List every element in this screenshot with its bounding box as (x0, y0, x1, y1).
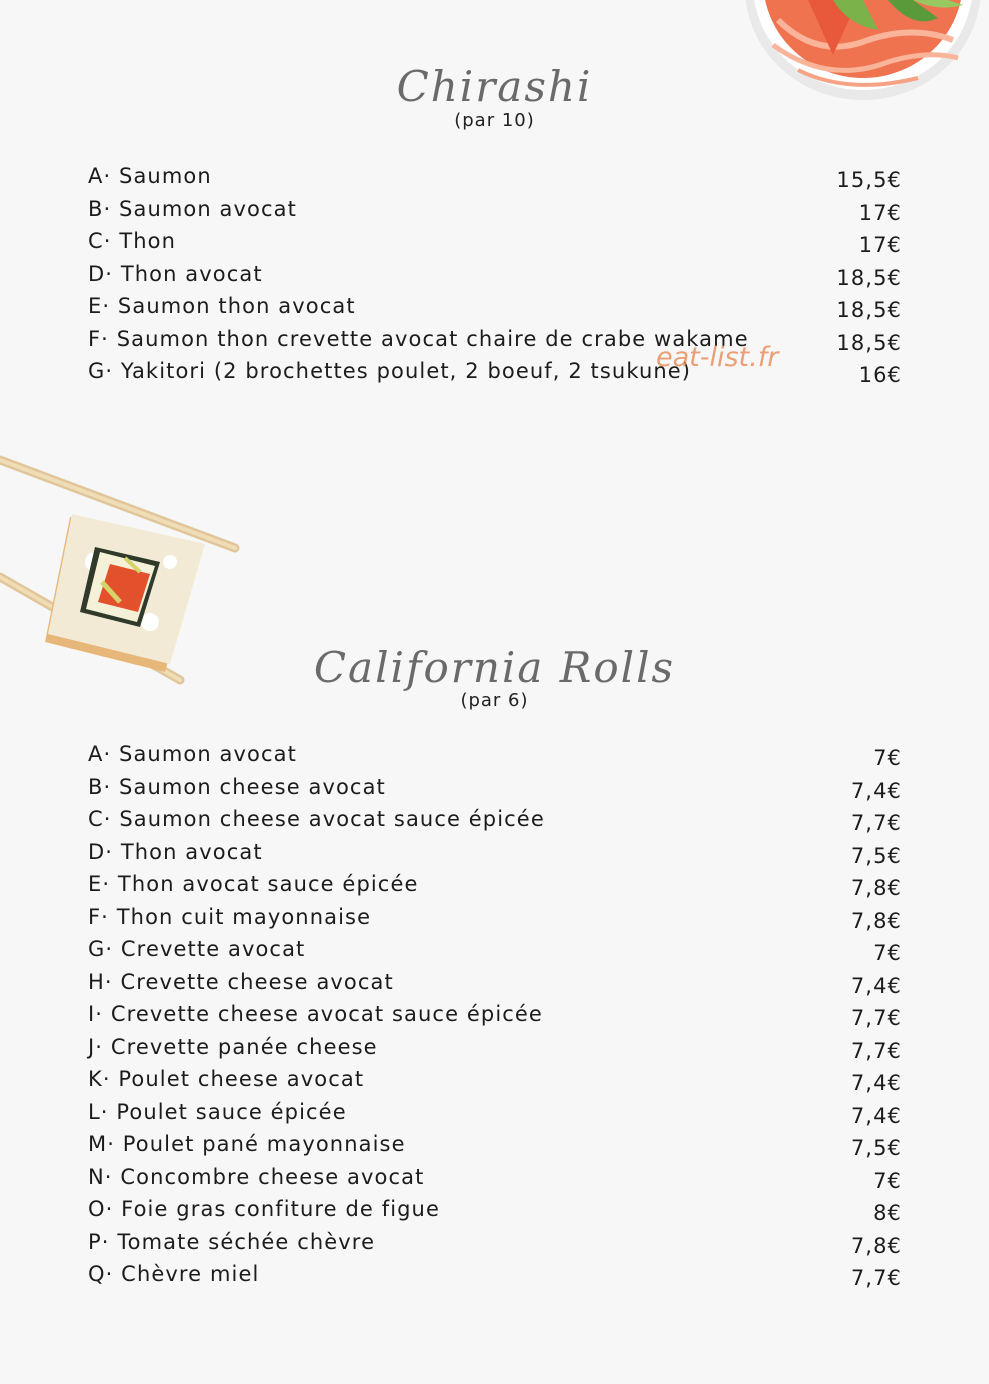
menu-item-price: 7,4€ (850, 1103, 902, 1128)
menu-item-name: E· Saumon thon avocat (88, 294, 356, 318)
menu-item-name: L· Poulet sauce épicée (88, 1099, 347, 1124)
menu-item-price: 18,5€ (836, 298, 902, 322)
menu-item-price: 18,5€ (836, 330, 902, 355)
menu-item-price: 7,8€ (850, 876, 902, 900)
menu-item-name: H· Crevette cheese avocat (88, 969, 394, 994)
menu-item-price: 17€ (858, 233, 902, 257)
menu-item-name: D· Thon avocat (88, 839, 263, 864)
menu-item-price: 7,8€ (850, 908, 902, 933)
menu-item-price: 16€ (858, 363, 902, 387)
menu-item-name: I· Crevette cheese avocat sauce épicée (88, 1002, 543, 1026)
menu-item-name: B· Saumon avocat (88, 196, 297, 221)
menu-item-name: O· Foie gras confiture de figue (88, 1197, 440, 1221)
menu-item-price: 7,4€ (850, 778, 902, 803)
menu-item-name: F· Thon cuit mayonnaise (88, 904, 372, 929)
menu-item-price: 7,4€ (850, 1071, 902, 1095)
menu-item-price: 7€ (873, 1168, 902, 1193)
menu-item-name: G· Yakitori (2 brochettes poulet, 2 boeuf, 2 tsukune) (88, 359, 692, 383)
menu-item-price: 7,7€ (850, 1038, 902, 1063)
menu-item-name: Q· Chèvre miel (88, 1262, 260, 1286)
menu-item (88, 196, 902, 240)
menu-item-name: B· Saumon cheese avocat (88, 774, 386, 799)
watermark-text: eat-list.fr (656, 342, 779, 373)
menu-item-price: 8€ (873, 1201, 902, 1225)
menu-item-price: 7,8€ (850, 1233, 902, 1258)
menu-item-name: D· Thon avocat (88, 261, 263, 286)
menu-item-price: 7,5€ (850, 1136, 902, 1160)
california-rolls-menu-list (88, 742, 902, 1305)
menu-item-price: 7,7€ (850, 1266, 902, 1290)
menu-item-name: A· Saumon avocat (88, 742, 297, 766)
menu-item-price: 15,5€ (836, 168, 902, 192)
menu-item-name: J· Crevette panée cheese (88, 1034, 378, 1059)
menu-item-price: 18,5€ (836, 265, 902, 290)
menu-item-name: C· Saumon cheese avocat sauce épicée (88, 807, 545, 831)
menu-item-name: F· Saumon thon crevette avocat chaire de crabe wakame (88, 326, 749, 351)
menu-item-price: 17€ (858, 200, 902, 225)
menu-item-price: 7,7€ (850, 1006, 902, 1030)
menu-item-name: E· Thon avocat sauce épicée (88, 872, 419, 896)
menu-item-name: K· Poulet cheese avocat (88, 1067, 365, 1091)
menu-item-price: 7,4€ (850, 973, 902, 998)
menu-item-price: 7,5€ (850, 843, 902, 868)
menu-item-price: 7€ (873, 941, 902, 965)
menu-item-price: 7€ (873, 746, 902, 770)
menu-item-name: C· Thon (88, 229, 177, 253)
menu-item-price: 7,7€ (850, 811, 902, 835)
california-rolls-title: California Rolls (313, 643, 676, 692)
menu-item-name: N· Concombre cheese avocat (88, 1164, 425, 1189)
chirashi-menu-list (88, 164, 902, 402)
menu-item (88, 1262, 902, 1305)
menu-item (88, 359, 902, 402)
menu-item-name: A· Saumon (88, 164, 212, 188)
california-rolls-subtitle: (par 6) (460, 690, 529, 711)
menu-item-name: M· Poulet pané mayonnaise (88, 1132, 406, 1156)
menu-item-name: P· Tomate séchée chèvre (88, 1229, 376, 1254)
chirashi-subtitle: (par 10) (454, 110, 535, 131)
chirashi-title: Chirashi (396, 62, 593, 111)
menu-item-name: G· Crevette avocat (88, 937, 306, 961)
